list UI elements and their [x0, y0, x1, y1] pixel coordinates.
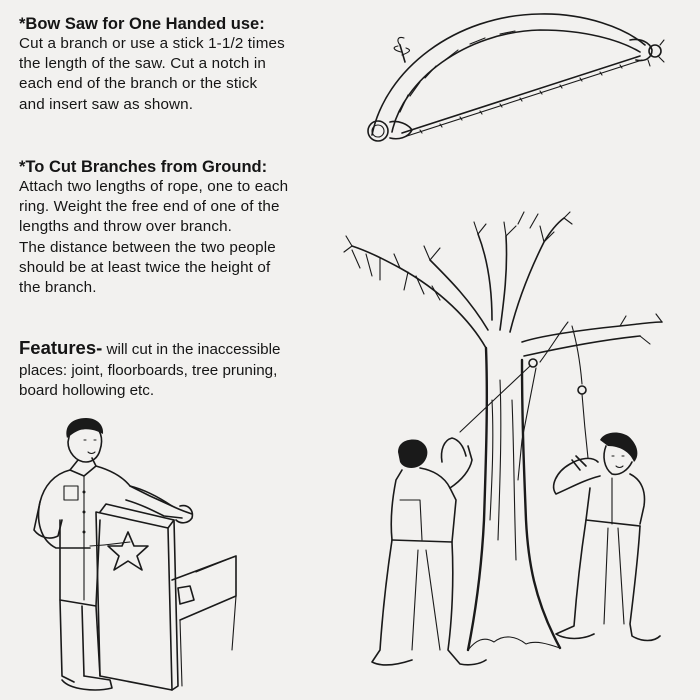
two-people-sawing-branch-drawing [344, 212, 662, 665]
cut-line-3: lengths and throw over branch. [19, 218, 233, 236]
bow-saw-line-2: the length of the saw. Cut a notch in [19, 55, 267, 73]
cut-line-6: the branch. [19, 279, 97, 297]
bow-saw-line-3: each end of the branch or the stick [19, 75, 258, 93]
cut-line-4: The distance between the two people [19, 238, 276, 256]
bow-saw-drawing [368, 14, 664, 141]
bow-saw-line-1: Cut a branch or use a stick 1-1/2 times [19, 35, 285, 52]
cut-line-5: should be at least twice the height of [19, 258, 271, 276]
bow-saw-heading: *Bow Saw for One Handed use: [19, 15, 265, 33]
features-line-3: board hollowing etc. [19, 382, 155, 399]
cut-line-2: ring. Weight the free end of one of the [19, 198, 280, 216]
features-line-2: places: joint, floorboards, tree pruning, [19, 361, 278, 379]
bow-saw-line-4: and insert saw as shown. [19, 95, 194, 113]
features-line-1-rest: will cut in the inaccessible [102, 341, 281, 358]
man-with-star-cabinet-drawing [34, 418, 236, 690]
cut-from-ground-heading: *To Cut Branches from Ground: [19, 158, 268, 176]
features-heading: Features- [19, 337, 103, 358]
cut-line-1: Attach two lengths of rope, one to each [19, 178, 289, 195]
